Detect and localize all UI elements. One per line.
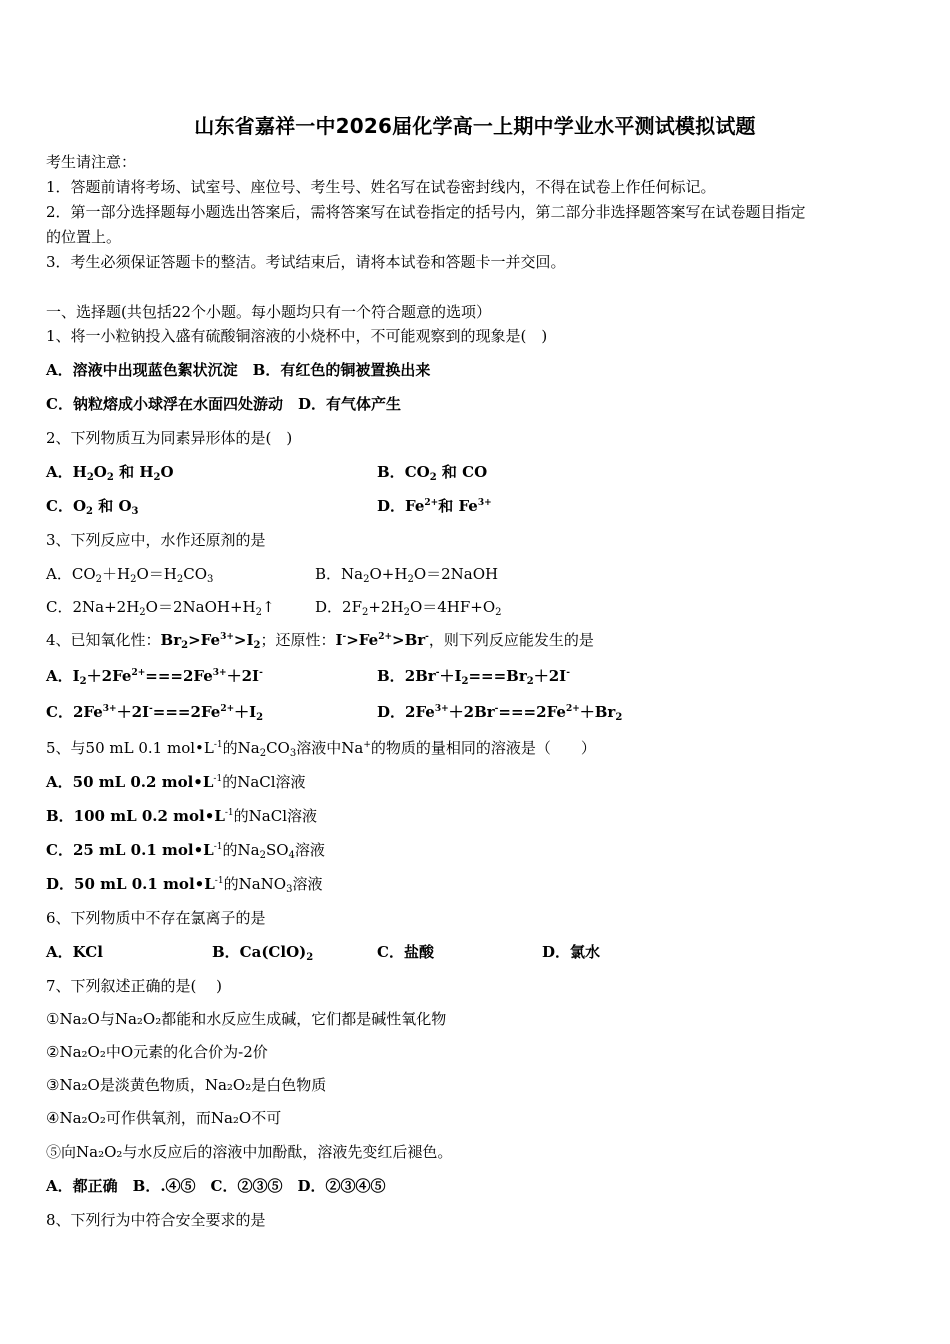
question-7-options: A．都正确 B．.④⑤ C．②③⑤ D．②③④⑤ bbox=[46, 1177, 386, 1195]
question-4-option-b: B．$2Br^-+I_2===Br_2+2I^-$ bbox=[377, 667, 570, 687]
notice-heading: 考生请注意： bbox=[46, 153, 137, 171]
question-5-option-b: B．100 mL 0.2 $mol•L^{-1}$的NaCl溶液 bbox=[46, 807, 318, 825]
question-2-option-b: B．$CO_2$ 和 CO bbox=[377, 463, 488, 483]
question-6-option-c: C．盐酸 bbox=[377, 943, 434, 961]
question-7-stem: 7、下列叙述正确的是( ) bbox=[46, 977, 223, 995]
question-5-option-d: D．50 mL 0.1 $mol•L^{-1}$的NaNO$_3$溶液 bbox=[46, 875, 323, 895]
question-6-option-d: D．氯水 bbox=[542, 943, 601, 961]
question-2-option-c: C．$O_2$ 和 $O_3$ bbox=[46, 497, 139, 517]
section-heading: 一、选择题(共包括22个小题。每小题均只有一个符合题意的选项） bbox=[46, 303, 491, 321]
question-5-stem: 5、与50 mL 0.1 $mol•L^{-1}$的$Na_2CO_3$溶液中Na+的物质的量相同的溶液是（ ） bbox=[46, 739, 596, 759]
question-7-statement: ②Na₂O₂中O元素的化合价为-2价 bbox=[46, 1043, 268, 1061]
notice-item: 的位置上。 bbox=[46, 228, 122, 246]
question-7-statement: ⑤向Na₂O₂与水反应后的溶液中加酚酞，溶液先变红后褪色。 bbox=[46, 1143, 453, 1161]
question-3-option-d: D．$2F_2+2H_2O=4HF+O_2$ bbox=[315, 598, 502, 618]
question-2-option-d: D．$Fe^{2+}$和 $Fe^{3+}$ bbox=[377, 497, 492, 515]
question-1-options-cd: C．钠粒熔成小球浮在水面四处游动 D．有气体产生 bbox=[46, 395, 401, 413]
question-2-option-a: A．$H_2O_2$ 和 $H_2O$ bbox=[46, 463, 174, 483]
question-3-stem: 3、下列反应中，水作还原剂的是 bbox=[46, 531, 266, 549]
question-4-option-d: D．$2Fe^{3+}+2Br^-===2Fe^{2+}+Br_2$ bbox=[377, 703, 623, 723]
question-1-options-ab: A．溶液中出现蓝色絮状沉淀 B．有红色的铜被置换出来 bbox=[46, 361, 431, 379]
question-5-option-a: A．50 mL 0.2 $mol•L^{-1}$的NaCl溶液 bbox=[46, 773, 306, 791]
page-title: 山东省嘉祥一中2026届化学高一上期中学业水平测试模拟试题 bbox=[194, 114, 756, 138]
question-3-option-a: A．$CO_2+H_2O=H_2CO_3$ bbox=[46, 565, 214, 585]
question-3-option-b: B．$Na_2O+H_2O=2NaOH$ bbox=[315, 565, 499, 585]
question-8-stem: 8、下列行为中符合安全要求的是 bbox=[46, 1211, 266, 1229]
question-4-option-c: C．$2Fe^{3+}+2I^-===2Fe^{2+}+I_2$ bbox=[46, 703, 264, 723]
notice-item: 2．第一部分选择题每小题选出答案后，需将答案写在试卷指定的括号内，第二部分非选择题答案写在试卷题目指定 bbox=[46, 203, 806, 221]
question-4-stem: 4、已知氧化性：$Br_2>Fe^{3+}>I_2$；还原性：$I^->Fe^{2+}>Br^-$，则下列反应能发生的是 bbox=[46, 631, 594, 651]
question-4-option-a: A．$I_2+2Fe^{2+}===2Fe^{3+}+2I^-$ bbox=[46, 667, 263, 687]
notice-item: 3．考生必须保证答题卡的整洁。考试结束后，请将本试卷和答题卡一并交回。 bbox=[46, 253, 566, 271]
question-5-option-c: C．25 mL 0.1 $mol•L^{-1}$的$Na_2SO_4$溶液 bbox=[46, 841, 325, 861]
question-6-option-b: B．$Ca(ClO)_2$ bbox=[212, 943, 314, 963]
notice-item: 1．答题前请将考场、试室号、座位号、考生号、姓名写在试卷密封线内，不得在试卷上作任何标记。 bbox=[46, 178, 716, 196]
question-2-stem: 2、下列物质互为同素异形体的是( ) bbox=[46, 429, 293, 447]
question-7-statement: ①Na₂O与Na₂O₂都能和水反应生成碱，它们都是碱性氧化物 bbox=[46, 1010, 447, 1028]
question-1-stem: 1、将一小粒钠投入盛有硫酸铜溶液的小烧杯中，不可能观察到的现象是( ) bbox=[46, 327, 548, 345]
question-6-stem: 6、下列物质中不存在氯离子的是 bbox=[46, 909, 266, 927]
question-7-statement: ④Na₂O₂可作供氧剂，而Na₂O不可 bbox=[46, 1109, 282, 1127]
question-6-option-a: A．KCl bbox=[46, 943, 103, 961]
question-7-statement: ③Na₂O是淡黄色物质，Na₂O₂是白色物质 bbox=[46, 1076, 327, 1094]
question-3-option-c: C．$2Na+2H_2O=2NaOH+H_2↑$ bbox=[46, 598, 275, 618]
